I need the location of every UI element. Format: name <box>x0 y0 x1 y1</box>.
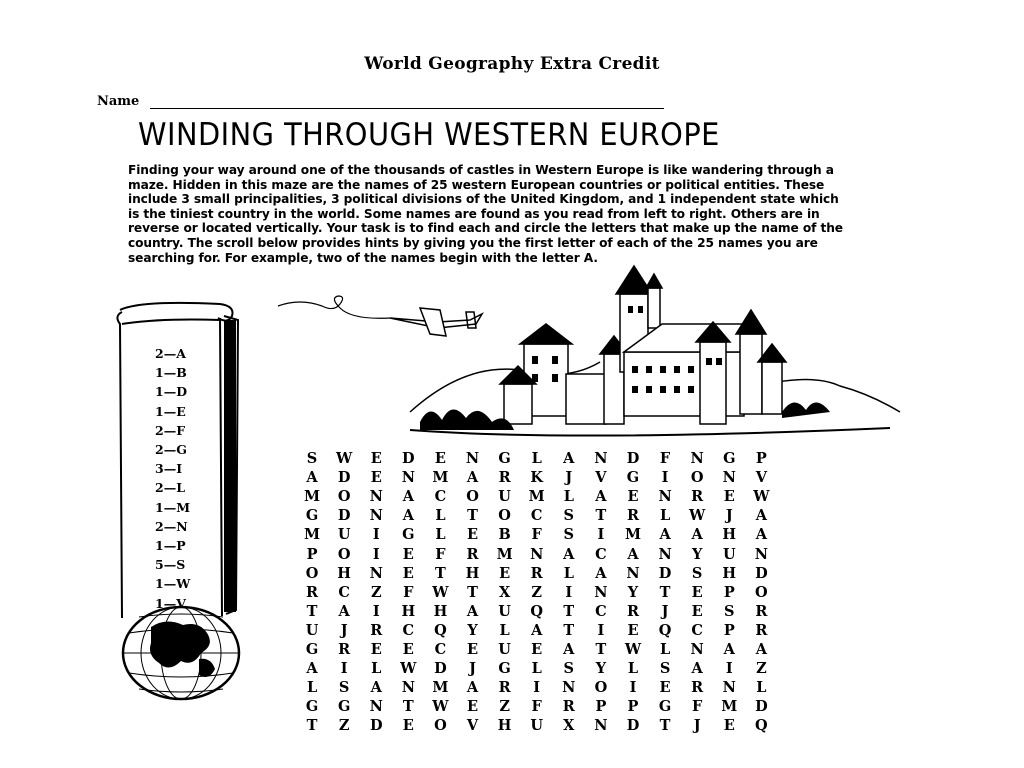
grid-letter-cell[interactable]: H <box>722 564 737 582</box>
grid-letter-cell[interactable]: D <box>337 469 351 487</box>
grid-letter-cell[interactable]: N <box>369 488 383 506</box>
grid-letter-cell[interactable]: S <box>563 507 575 525</box>
grid-letter-cell[interactable]: E <box>466 640 479 658</box>
grid-letter-cell[interactable]: M <box>496 545 513 563</box>
hint-item: 1—V <box>155 595 186 611</box>
grid-letter-cell[interactable]: U <box>498 640 511 658</box>
grid-letter-cell[interactable]: G <box>305 698 319 716</box>
grid-letter-cell[interactable]: P <box>627 698 639 716</box>
grid-letter-cell[interactable]: R <box>626 602 640 620</box>
grid-letter-cell[interactable]: N <box>401 469 415 487</box>
grid-letter-cell[interactable]: Z <box>338 717 350 735</box>
grid-letter-cell[interactable]: O <box>498 507 511 525</box>
grid-letter-cell[interactable]: A <box>659 526 671 544</box>
grid-letter-cell[interactable]: G <box>626 469 640 487</box>
grid-letter-cell[interactable]: N <box>465 450 480 468</box>
grid-letter-cell[interactable]: V <box>595 469 607 487</box>
grid-row <box>296 564 777 583</box>
grid-letter-cell[interactable]: N <box>369 564 383 582</box>
grid-letter-cell[interactable]: O <box>690 469 704 487</box>
grid-letter-cell[interactable]: T <box>563 602 575 620</box>
grid-letter-cell[interactable]: X <box>563 717 575 735</box>
hint-item: 2—G <box>155 442 187 458</box>
grid-letter-cell[interactable]: M <box>432 679 449 697</box>
grid-letter-cell[interactable]: O <box>337 545 351 563</box>
grid-letter-cell[interactable]: C <box>691 621 703 639</box>
grid-letter-cell[interactable]: N <box>594 450 608 468</box>
grid-letter-cell[interactable]: I <box>661 469 669 487</box>
grid-letter-cell[interactable]: T <box>595 640 607 658</box>
grid-letter-cell[interactable]: O <box>434 717 447 735</box>
grid-letter-cell[interactable]: N <box>530 545 544 563</box>
grid-letter-cell[interactable]: E <box>370 450 382 468</box>
scroll-hints-list <box>155 344 190 613</box>
grid-letter-cell[interactable]: U <box>337 526 351 544</box>
grid-letter-cell[interactable]: Y <box>595 660 607 678</box>
grid-letter-cell[interactable]: G <box>305 507 319 525</box>
grid-letter-cell[interactable]: D <box>337 507 351 525</box>
grid-letter-cell[interactable]: L <box>563 564 574 582</box>
grid-letter-cell[interactable]: D <box>626 450 640 468</box>
grid-letter-cell[interactable]: J <box>340 621 348 639</box>
grid-letter-cell[interactable]: R <box>691 488 704 506</box>
grid-letter-cell[interactable]: G <box>305 640 319 658</box>
grid-letter-cell[interactable]: Z <box>370 583 382 601</box>
grid-row <box>296 640 777 659</box>
grid-letter-cell[interactable]: Q <box>530 602 544 620</box>
grid-row <box>296 449 777 468</box>
grid-letter-cell[interactable]: M <box>528 488 545 506</box>
grid-letter-cell[interactable]: R <box>498 469 511 487</box>
grid-letter-cell[interactable]: A <box>338 602 350 620</box>
grid-letter-cell[interactable]: A <box>402 488 414 506</box>
grid-letter-cell[interactable]: O <box>755 583 768 601</box>
grid-letter-cell[interactable]: A <box>595 488 607 506</box>
grid-letter-cell[interactable]: J <box>725 507 733 525</box>
grid-letter-cell[interactable]: A <box>723 640 735 658</box>
grid-letter-cell[interactable]: I <box>725 660 733 678</box>
grid-letter-cell[interactable]: S <box>306 450 318 468</box>
grid-letter-cell[interactable]: E <box>370 469 382 487</box>
grid-letter-cell[interactable]: E <box>402 545 414 563</box>
grid-letter-cell[interactable]: G <box>658 698 672 716</box>
grid-letter-cell[interactable]: A <box>531 621 543 639</box>
name-input-line[interactable] <box>150 108 664 109</box>
grid-letter-cell[interactable]: L <box>306 679 318 697</box>
grid-letter-cell[interactable]: I <box>372 545 380 563</box>
grid-letter-cell[interactable]: Y <box>467 621 478 639</box>
grid-letter-cell[interactable]: H <box>497 717 512 735</box>
grid-letter-cell[interactable]: I <box>629 679 637 697</box>
grid-letter-cell[interactable]: H <box>401 602 416 620</box>
grid-letter-cell[interactable]: R <box>306 583 319 601</box>
grid-letter-cell[interactable]: Q <box>755 717 768 735</box>
grid-letter-cell[interactable]: E <box>466 526 479 544</box>
grid-letter-cell[interactable]: T <box>467 583 478 601</box>
grid-letter-cell[interactable]: D <box>369 717 383 735</box>
grid-letter-cell[interactable]: C <box>595 602 607 620</box>
grid-letter-cell[interactable]: R <box>466 545 479 563</box>
grid-letter-cell[interactable]: R <box>370 621 383 639</box>
grid-letter-cell[interactable]: T <box>306 717 318 735</box>
grid-letter-cell[interactable]: O <box>305 564 319 582</box>
grid-letter-cell[interactable]: C <box>434 488 447 506</box>
grid-letter-cell[interactable]: S <box>563 660 575 678</box>
grid-letter-cell[interactable]: W <box>400 660 417 678</box>
grid-letter-cell[interactable]: S <box>338 679 350 697</box>
grid-letter-cell[interactable]: Z <box>756 660 767 678</box>
grid-letter-cell[interactable]: P <box>595 698 607 716</box>
grid-letter-cell[interactable]: I <box>372 526 380 544</box>
grid-letter-cell[interactable]: A <box>627 545 639 563</box>
grid-letter-cell[interactable]: Q <box>434 621 447 639</box>
sheet-title: WINDING THROUGH WESTERN EUROPE <box>138 117 720 153</box>
grid-letter-cell[interactable]: R <box>530 564 543 582</box>
grid-letter-cell[interactable]: L <box>563 488 574 506</box>
grid-row <box>296 697 777 716</box>
grid-letter-cell[interactable]: S <box>659 660 671 678</box>
grid-letter-cell[interactable]: T <box>595 507 607 525</box>
grid-letter-cell[interactable]: G <box>402 526 415 544</box>
grid-letter-cell[interactable]: M <box>624 526 642 544</box>
hint-item: 5—S <box>155 557 186 573</box>
grid-letter-cell[interactable]: C <box>402 621 415 639</box>
grid-letter-cell[interactable]: P <box>723 583 735 601</box>
grid-letter-cell[interactable]: R <box>755 621 768 639</box>
grid-row <box>296 583 777 602</box>
grid-row <box>296 525 777 544</box>
grid-letter-cell[interactable]: A <box>402 507 414 525</box>
grid-letter-cell[interactable]: W <box>335 450 353 468</box>
grid-letter-cell[interactable]: E <box>723 488 735 506</box>
grid-letter-cell[interactable]: M <box>721 698 738 716</box>
grid-letter-cell[interactable]: N <box>722 679 736 697</box>
grid-letter-cell[interactable]: F <box>403 583 414 601</box>
grid-letter-cell[interactable]: N <box>626 564 640 582</box>
grid-letter-cell[interactable]: A <box>691 526 703 544</box>
grid-letter-cell[interactable]: H <box>337 564 351 582</box>
grid-letter-cell[interactable]: F <box>531 698 542 716</box>
grid-letter-cell[interactable]: Y <box>691 545 703 563</box>
grid-letter-cell[interactable]: S <box>691 564 703 582</box>
grid-row <box>296 716 777 735</box>
grid-letter-cell[interactable]: A <box>466 602 479 620</box>
grid-letter-cell[interactable]: N <box>690 640 704 658</box>
hint-item: 2—F <box>155 422 186 438</box>
word-search-grid <box>296 449 777 735</box>
grid-row <box>296 602 777 621</box>
grid-letter-cell[interactable]: N <box>401 679 415 697</box>
grid-letter-cell[interactable]: F <box>531 526 542 544</box>
grid-letter-cell[interactable]: E <box>723 717 735 735</box>
grid-letter-cell[interactable]: E <box>370 640 382 658</box>
grid-letter-cell[interactable]: L <box>499 621 510 639</box>
grid-letter-cell[interactable]: G <box>723 450 736 468</box>
grid-letter-cell[interactable]: I <box>565 583 573 601</box>
grid-letter-cell[interactable]: H <box>433 602 448 620</box>
grid-letter-cell[interactable]: F <box>659 450 671 468</box>
grid-letter-cell[interactable]: S <box>724 602 735 620</box>
grid-letter-cell[interactable]: R <box>755 602 768 620</box>
hint-item: 1—P <box>155 538 186 554</box>
grid-letter-cell[interactable]: P <box>755 450 767 468</box>
grid-letter-cell[interactable]: D <box>755 564 768 582</box>
grid-letter-cell[interactable]: E <box>659 679 671 697</box>
grid-letter-cell[interactable]: U <box>305 621 319 639</box>
grid-letter-cell[interactable]: A <box>755 526 767 544</box>
grid-letter-cell[interactable]: C <box>434 640 447 658</box>
grid-letter-cell[interactable]: A <box>466 469 479 487</box>
hint-item: 1—B <box>155 365 187 381</box>
grid-letter-cell[interactable]: W <box>624 640 642 658</box>
grid-letter-cell[interactable]: A <box>306 469 318 487</box>
hint-item: 1—W <box>155 576 191 592</box>
hint-item: 2—N <box>155 518 188 534</box>
grid-letter-cell[interactable]: A <box>370 679 382 697</box>
grid-letter-cell[interactable]: E <box>691 602 703 620</box>
grid-letter-cell[interactable]: N <box>722 469 736 487</box>
grid-letter-cell[interactable]: T <box>435 564 446 582</box>
hint-item: 1—M <box>155 499 191 515</box>
grid-letter-cell[interactable]: E <box>402 564 414 582</box>
grid-letter-cell[interactable]: P <box>306 545 318 563</box>
grid-letter-cell[interactable]: E <box>402 717 414 735</box>
grid-letter-cell[interactable]: N <box>690 450 704 468</box>
grid-letter-cell[interactable]: R <box>691 679 704 697</box>
grid-letter-cell[interactable]: E <box>499 564 511 582</box>
grid-letter-cell[interactable]: N <box>594 717 608 735</box>
grid-letter-cell[interactable]: Z <box>499 698 510 716</box>
grid-letter-cell[interactable]: D <box>626 717 640 735</box>
grid-letter-cell[interactable]: A <box>563 545 575 563</box>
grid-letter-cell[interactable]: R <box>626 507 640 525</box>
grid-letter-cell[interactable]: O <box>466 488 479 506</box>
grid-letter-cell[interactable]: A <box>563 450 575 468</box>
grid-letter-cell[interactable]: A <box>691 660 703 678</box>
grid-letter-cell[interactable]: I <box>597 621 605 639</box>
grid-letter-cell[interactable]: I <box>597 526 605 544</box>
grid-row <box>296 544 777 563</box>
grid-letter-cell[interactable]: N <box>658 545 672 563</box>
grid-letter-cell[interactable]: F <box>435 545 446 563</box>
grid-letter-cell[interactable]: F <box>692 698 703 716</box>
instructions-paragraph: Finding your way around one of the thousands of castles in Western Europe is like wandering through a maze. Hidden in this maze are the names of 25 western European countries or political entities. These include 3 small principalities, 3 political divisions of the United Kingdom, and 1 independent state which is the tiniest country in the world. Some names are found as you read from left to right. Others are in reverse or located vertically. Your task is to find each and circle the letters that make up the name of the country. The scroll below provides hints by giving you the first letter of each of the 25 names you are searching for. For example, two of the names begin with the letter A. <box>128 163 843 265</box>
grid-letter-cell[interactable]: A <box>595 564 607 582</box>
grid-letter-cell[interactable]: Q <box>658 621 672 639</box>
grid-letter-cell[interactable]: T <box>306 602 318 620</box>
globe-icon <box>111 597 251 707</box>
grid-letter-cell[interactable]: N <box>562 679 576 697</box>
grid-letter-cell[interactable]: X <box>498 583 511 601</box>
grid-letter-cell[interactable]: H <box>722 526 737 544</box>
grid-letter-cell[interactable]: U <box>722 545 736 563</box>
grid-letter-cell[interactable]: J <box>469 660 476 678</box>
grid-letter-cell[interactable]: W <box>753 488 770 506</box>
grid-letter-cell[interactable]: I <box>372 602 380 620</box>
grid-letter-cell[interactable]: W <box>432 698 449 716</box>
grid-row <box>296 487 777 506</box>
grid-letter-cell[interactable]: O <box>337 488 351 506</box>
grid-letter-cell[interactable]: D <box>434 660 447 678</box>
grid-letter-cell[interactable]: G <box>498 450 511 468</box>
grid-letter-cell[interactable]: Y <box>627 583 639 601</box>
grid-letter-cell[interactable]: L <box>531 450 542 468</box>
grid-letter-cell[interactable]: L <box>371 660 382 678</box>
grid-letter-cell[interactable]: J <box>661 602 669 620</box>
grid-letter-cell[interactable]: E <box>691 583 703 601</box>
grid-letter-cell[interactable]: D <box>658 564 672 582</box>
grid-letter-cell[interactable]: C <box>530 507 543 525</box>
grid-letter-cell[interactable]: R <box>338 640 351 658</box>
grid-letter-cell[interactable]: K <box>530 469 543 487</box>
grid-letter-cell[interactable]: L <box>756 679 767 697</box>
grid-letter-cell[interactable]: L <box>435 526 446 544</box>
grid-letter-cell[interactable]: A <box>466 679 479 697</box>
grid-letter-cell[interactable]: R <box>498 679 511 697</box>
grid-letter-cell[interactable]: N <box>658 488 672 506</box>
grid-letter-cell[interactable]: H <box>465 564 480 582</box>
grid-letter-cell[interactable]: A <box>755 507 767 525</box>
grid-letter-cell[interactable]: U <box>530 717 544 735</box>
grid-letter-cell[interactable]: D <box>402 450 415 468</box>
grid-letter-cell[interactable]: V <box>466 717 479 735</box>
grid-row <box>296 621 777 640</box>
grid-letter-cell[interactable]: T <box>659 717 671 735</box>
grid-letter-cell[interactable]: T <box>402 698 414 716</box>
grid-row <box>296 468 777 487</box>
grid-letter-cell[interactable]: T <box>467 507 478 525</box>
grid-letter-cell[interactable]: J <box>693 717 701 735</box>
grid-row <box>296 678 777 697</box>
grid-letter-cell[interactable]: W <box>432 583 449 601</box>
grid-letter-cell[interactable]: G <box>337 698 351 716</box>
grid-letter-cell[interactable]: N <box>369 507 383 525</box>
grid-letter-cell[interactable]: E <box>627 488 639 506</box>
hint-item: 1—E <box>155 403 186 419</box>
hint-item: 2—L <box>155 480 185 496</box>
grid-letter-cell[interactable]: G <box>498 660 511 678</box>
grid-row <box>296 659 777 678</box>
grid-letter-cell[interactable]: N <box>754 545 768 563</box>
grid-letter-cell[interactable]: S <box>563 526 575 544</box>
grid-letter-cell[interactable]: A <box>306 660 318 678</box>
grid-letter-cell[interactable]: Z <box>531 583 542 601</box>
grid-letter-cell[interactable]: J <box>565 469 573 487</box>
grid-letter-cell[interactable]: B <box>498 526 511 544</box>
grid-letter-cell[interactable]: O <box>594 679 608 697</box>
grid-letter-cell[interactable]: L <box>659 640 671 658</box>
worksheet-header-title: World Geography Extra Credit <box>364 54 660 74</box>
grid-letter-cell[interactable]: E <box>466 698 479 716</box>
grid-letter-cell[interactable]: A <box>563 640 575 658</box>
grid-letter-cell[interactable]: E <box>434 450 446 468</box>
grid-letter-cell[interactable]: N <box>369 698 383 716</box>
grid-letter-cell[interactable]: U <box>498 602 511 620</box>
grid-letter-cell[interactable]: M <box>304 526 321 544</box>
grid-letter-cell[interactable]: E <box>531 640 543 658</box>
grid-letter-cell[interactable]: E <box>402 640 414 658</box>
hint-item: 3—I <box>155 461 183 477</box>
grid-letter-cell[interactable]: L <box>435 507 446 525</box>
grid-letter-cell[interactable]: I <box>340 660 348 678</box>
grid-letter-cell[interactable]: L <box>659 507 671 525</box>
grid-row <box>296 506 777 525</box>
grid-letter-cell[interactable]: M <box>304 488 321 506</box>
grid-letter-cell[interactable]: U <box>498 488 511 506</box>
grid-letter-cell[interactable]: W <box>689 507 706 525</box>
grid-letter-cell[interactable]: I <box>533 679 541 697</box>
grid-letter-cell[interactable]: C <box>595 545 607 563</box>
grid-letter-cell[interactable]: T <box>659 583 671 601</box>
castle-illustration <box>270 262 910 452</box>
grid-letter-cell[interactable]: D <box>755 698 768 716</box>
grid-letter-cell[interactable]: L <box>531 660 542 678</box>
grid-letter-cell[interactable]: C <box>338 583 350 601</box>
hint-item: 2—A <box>155 346 186 361</box>
hint-item: 1—D <box>155 384 188 400</box>
grid-letter-cell[interactable]: R <box>562 698 575 716</box>
grid-letter-cell[interactable]: M <box>432 469 449 487</box>
grid-letter-cell[interactable]: P <box>723 621 735 639</box>
grid-letter-cell[interactable]: T <box>563 621 575 639</box>
grid-letter-cell[interactable]: N <box>594 583 608 601</box>
grid-letter-cell[interactable]: E <box>627 621 639 639</box>
grid-letter-cell[interactable]: L <box>627 660 639 678</box>
grid-letter-cell[interactable]: A <box>755 640 767 658</box>
name-label: Name <box>97 94 140 109</box>
grid-letter-cell[interactable]: V <box>755 469 767 487</box>
